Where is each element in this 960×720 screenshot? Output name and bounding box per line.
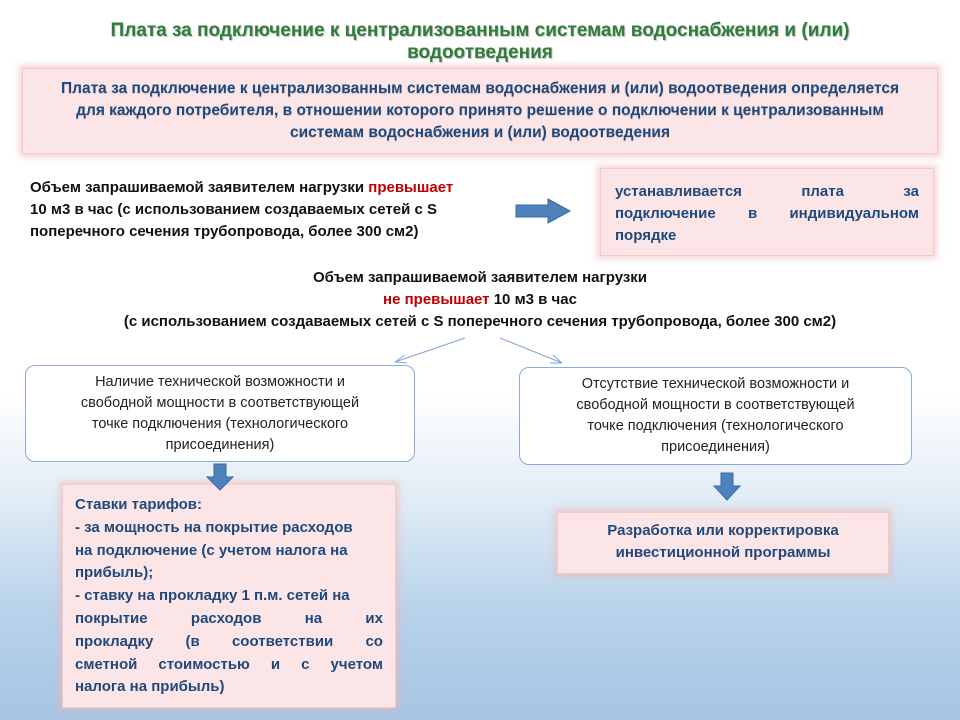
exceeds-line-2-text: 10 м3 в час (с использованием создаваемых сетей с S: [30, 201, 438, 218]
intro-line-2: для каждого потребителя, в отношении которого принято решение о подключении к централизованным: [76, 102, 884, 119]
word: покрытие: [75, 609, 148, 627]
not-exceeds-rest: 10 м3 в час: [489, 291, 577, 308]
exceeds-line-3: поперечного сечения трубопровода, более 300 см2): [30, 223, 419, 240]
word: сметной: [75, 655, 138, 673]
word: расходов: [190, 609, 262, 627]
word: соответствии: [231, 632, 334, 650]
word: и: [270, 655, 281, 673]
capacity-available-line: присоединения): [165, 437, 275, 453]
capacity-absent-line: присоединения): [661, 439, 770, 455]
not-exceeds-line-3: (с использованием создаваемых сетей с S поперечного сечения трубопровода, более 300 см2): [123, 313, 837, 330]
title-line-1: Плата за подключение к централизованным системам водоснабжения и (или): [110, 20, 850, 41]
capacity-absent-line: свободной мощности в соответствующей: [576, 397, 855, 413]
right-arrow-icon: [516, 199, 570, 223]
word: с: [301, 655, 310, 673]
word: прокладку: [75, 632, 154, 650]
left-connector-line: [395, 338, 465, 363]
not-exceeds-highlight: не превышает: [383, 291, 490, 308]
word: индивидуальном: [789, 205, 919, 222]
word: подключение: [615, 205, 716, 222]
intro-line-3: системам водоснабжения и (или) водоотведения: [289, 124, 670, 141]
tariffs-heading: Ставки тарифов:: [75, 496, 203, 513]
investment-line-1: Разработка или корректировка: [607, 522, 839, 539]
capacity-available-line: свободной мощности в соответствующей: [80, 395, 360, 411]
word: устанавливается: [615, 183, 742, 200]
capacity-absent-line: Отсутствие технической возможности и: [581, 376, 850, 392]
exceeds-highlight: превышает: [368, 179, 454, 196]
tariffs-line: - ставку на прокладку 1 п.м. сетей на: [75, 587, 350, 605]
word: в: [747, 205, 758, 222]
individual-line-3: порядке: [615, 227, 677, 244]
tariffs-line: налога на прибыль): [75, 678, 225, 696]
word: стоимостью: [158, 655, 250, 673]
word: на: [304, 609, 323, 627]
tariffs-line: - за мощность на покрытие расходов: [75, 518, 353, 536]
capacity-available-line: Наличие технической возможности и: [95, 374, 345, 390]
down-arrow-icon: [207, 464, 233, 490]
word: за: [903, 183, 919, 200]
investment-line-2: инвестиционной программы: [615, 544, 831, 561]
word: учетом: [330, 655, 383, 673]
capacity-absent-line: точке подключения (технологического: [587, 418, 844, 434]
word: плата: [801, 183, 844, 200]
capacity-available-line: точке подключения (технологического: [91, 416, 349, 432]
intro-line-1: Плата за подключение к централизованным системам водоснабжения и (или) водоотведения определяется: [60, 80, 900, 97]
word: их: [365, 609, 383, 627]
title-line-2: водоотведения: [407, 42, 553, 63]
down-arrow-icon: [714, 473, 740, 500]
right-connector-line: [500, 338, 562, 363]
word: (в: [185, 632, 200, 650]
word: со: [365, 632, 383, 650]
tariffs-line: на подключение (с учетом налога на: [75, 541, 348, 559]
tariffs-line: прибыль);: [75, 564, 154, 582]
not-exceeds-line-1: Объем запрашиваемой заявителем нагрузки: [312, 269, 648, 286]
exceeds-prefix: Объем запрашиваемой заявителем нагрузки: [30, 179, 369, 196]
